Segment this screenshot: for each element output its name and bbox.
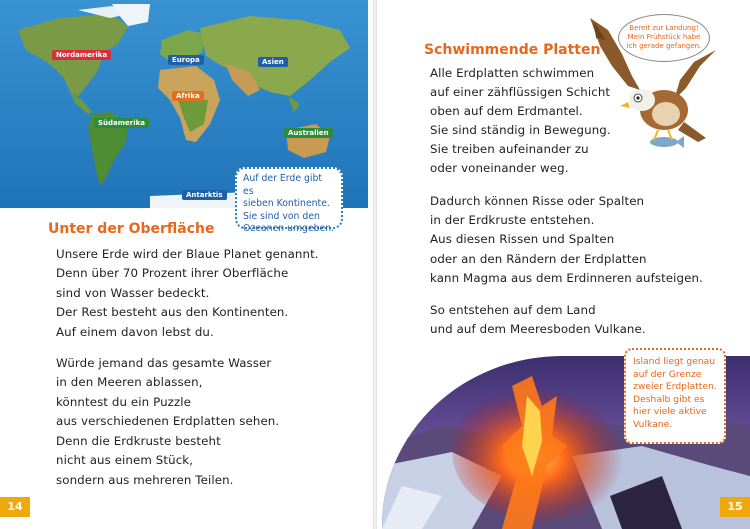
label-south-america: Südamerika: [94, 118, 149, 128]
text-line: in der Erdkruste entstehen.: [430, 213, 595, 227]
text-line: Sie treiben aufeinander zu: [430, 142, 589, 156]
eagle-speech-bubble: [618, 14, 710, 62]
text-line: sind von Wasser bedeckt.: [56, 286, 210, 300]
info-bubble-line: Island liegt genau: [633, 356, 716, 367]
info-bubble-line: auf der Grenze: [633, 368, 702, 380]
label-asia: Asien: [258, 57, 288, 67]
text-line: aus verschiedenen Erdplatten sehen.: [56, 414, 280, 428]
text-line: kann Magma aus dem Erdinneren aufsteigen.: [430, 271, 703, 285]
text-line: sondern aus mehreren Teilen.: [56, 473, 234, 487]
text-line: Denn über 70 Prozent ihrer Oberfläche: [56, 266, 289, 280]
label-europe: Europa: [168, 55, 204, 65]
info-bubble-iceland: [624, 348, 726, 444]
text-line: Würde jemand das gesamte Wasser: [56, 356, 272, 370]
info-bubble-continents: [235, 167, 343, 234]
speech-line: Mein Frühstück habe: [627, 33, 701, 41]
text-line: Dadurch können Risse oder Spalten: [430, 194, 645, 208]
text-line: auf einer zähflüssigen Schicht: [430, 85, 611, 99]
text-line: in den Meeren ablassen,: [56, 375, 203, 389]
info-bubble-line: zweier Erdplatten.: [633, 381, 717, 393]
text-line: Unsere Erde wird der Blaue Planet genannt.: [56, 247, 319, 261]
page-number-left: 14: [0, 497, 30, 517]
page-number-right: 15: [720, 497, 750, 517]
text-line: oder voneinander weg.: [430, 161, 569, 175]
text-line: Der Rest besteht aus den Kontinenten.: [56, 305, 289, 319]
info-bubble-line: Ozeanen umgeben.: [243, 223, 335, 234]
label-antarctica: Antarktis: [182, 190, 227, 200]
text-line: Denn die Erdkruste besteht: [56, 434, 221, 448]
text-line: Auf einem davon lebst du.: [56, 325, 214, 339]
text-line: und auf dem Meeresboden Vulkane.: [430, 322, 646, 336]
heading-unter-der-oberflaeche: Unter der Oberfläche: [48, 221, 215, 237]
text-line: oben auf dem Erdmantel.: [430, 104, 583, 118]
label-africa: Afrika: [172, 91, 204, 101]
info-bubble-line: hier viele aktive: [633, 406, 707, 418]
label-north-america: Nordamerika: [52, 50, 111, 60]
text-line: nicht aus einem Stück,: [56, 453, 194, 467]
label-australia: Australien: [284, 128, 333, 138]
text-line: So entstehen auf dem Land: [430, 303, 596, 317]
info-bubble-line: Sie sind von den: [243, 210, 320, 222]
info-bubble-line: Vulkane.: [633, 418, 673, 430]
text-line: Alle Erdplatten schwimmen: [430, 66, 595, 80]
info-bubble-line: Deshalb gibt es: [633, 393, 705, 405]
info-bubble-line: sieben Kontinente.: [243, 198, 330, 209]
speech-line: Bereit zur Landung!: [629, 24, 699, 32]
text-line: oder an den Rändern der Erdplatten: [430, 252, 647, 266]
heading-schwimmende-platten: Schwimmende Platten: [424, 42, 601, 58]
text-line: Aus diesen Rissen und Spalten: [430, 232, 615, 246]
text-line: könntest du ein Puzzle: [56, 395, 191, 409]
info-bubble-line: Auf der Erde gibt es: [243, 173, 323, 197]
speech-line: ich gerade gefangen.: [626, 42, 702, 50]
text-line: Sie sind ständig in Bewegung.: [430, 123, 611, 137]
